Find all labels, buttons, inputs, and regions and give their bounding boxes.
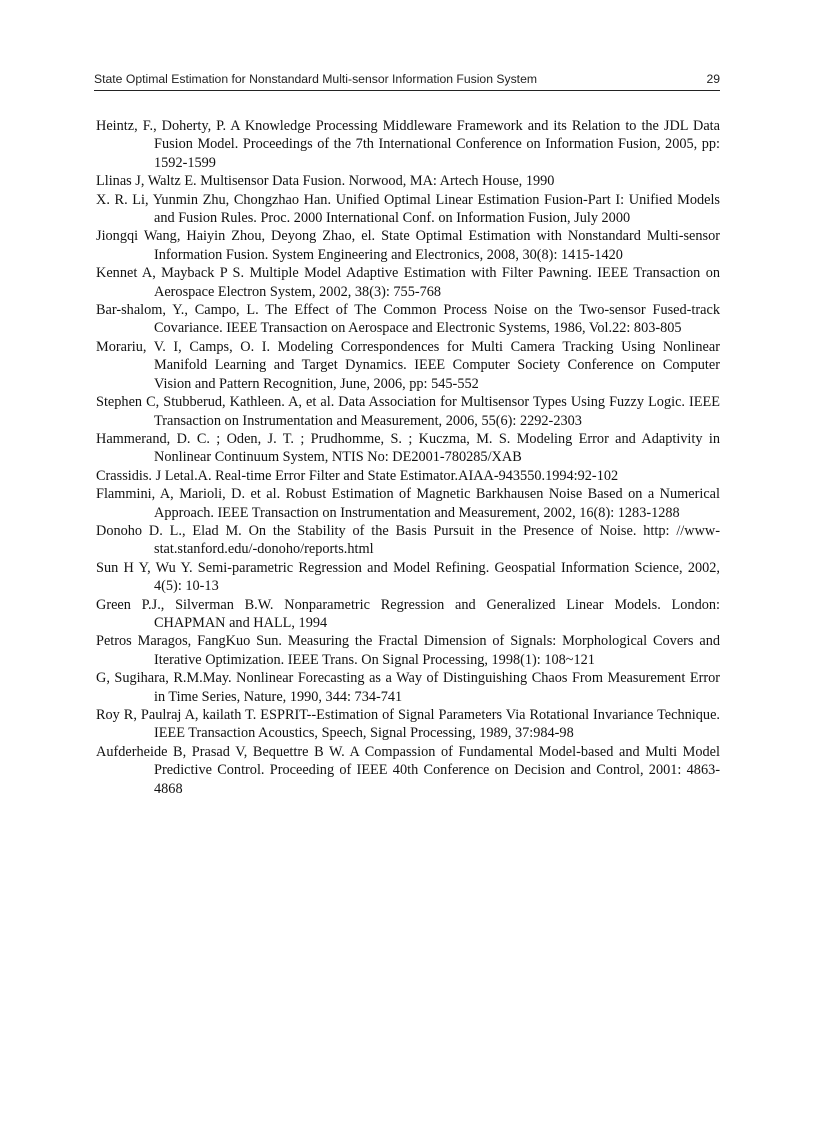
reference-entry: Petros Maragos, FangKuo Sun. Measuring the Fractal Dimension of Signals: Morphological Covers and Iterative Optimization. IEEE Trans. On Signal Processing, 1998(1): 108~121 <box>96 633 720 668</box>
reference-entry: Kennet A, Mayback P S. Multiple Model Adaptive Estimation with Filter Pawning. IEEE Transaction on Aerospace Electron System, 2002, 38(3): 755-768 <box>96 265 720 300</box>
reference-entry: Flammini, A, Marioli, D. et al. Robust Estimation of Magnetic Barkhausen Noise Based on a Numerical Approach. IEEE Transaction on Instrumentation and Measurement, 2002, 16(8): 1283-1288 <box>96 486 720 521</box>
reference-entry: Aufderheide B, Prasad V, Bequettre B W. A Compassion of Fundamental Model-based and Multi Model Predictive Control. Proceeding of IEEE 40th Conference on Decision and Control, 2001: 4863-4868 <box>96 743 720 797</box>
reference-entry: Stephen C, Stubberud, Kathleen. A, et al. Data Association for Multisensor Types Using Fuzzy Logic. IEEE Transaction on Instrumentation and Measurement, 2006, 55(6): 2292-2303 <box>96 394 720 429</box>
reference-entry: Heintz, F., Doherty, P. A Knowledge Processing Middleware Framework and its Relation to the JDL Data Fusion Model. Proceedings of the 7th International Conference on Information Fusion, 2005, pp: 1592-1599 <box>96 118 720 171</box>
reference-entry: Llinas J, Waltz E. Multisensor Data Fusion. Norwood, MA: Artech House, 1990 <box>96 173 555 190</box>
reference-entry: Donoho D. L., Elad M. On the Stability of the Basis Pursuit in the Presence of Noise. http: //www-stat.stanford.edu/-donoho/reports.html <box>96 522 720 558</box>
reference-entry: Bar-shalom, Y., Campo, L. The Effect of The Common Process Noise on the Two-sensor Fused-track Covariance. IEEE Transaction on Aerospace and Electronic Systems, 1986, Vol.22: 803-805 <box>96 302 720 337</box>
reference-entry: Morariu, V. I, Camps, O. I. Modeling Correspondences for Multi Camera Tracking Using Nonlinear Manifold Learning and Target Dynamics. IEEE Computer Society Conference on Computer Vision and Pattern Recognition, June, 2006, pp: 545-552 <box>96 338 720 392</box>
page-number: 29 <box>706 72 720 86</box>
reference-entry: G, Sugihara, R.M.May. Nonlinear Forecasting as a Way of Distinguishing Chaos From Measurement Error in Time Series, Nature, 1990, 344: 734-741 <box>96 670 720 705</box>
reference-entry: Roy R, Paulraj A, kailath T. ESPRIT--Estimation of Signal Parameters Via Rotational Invariance Technique. IEEE Transaction Acoustics, Speech, Signal Processing, 1989, 37:984-98 <box>96 707 720 742</box>
running-header <box>94 72 720 91</box>
reference-entry: Jiongqi Wang, Haiyin Zhou, Deyong Zhao, el. State Optimal Estimation with Nonstandard Multi-sensor Information Fusion. System Engineering and Electronics, 2008, 30(8): 1415-1420 <box>96 228 720 263</box>
reference-entry: Crassidis. J Letal.A. Real-time Error Filter and State Estimator.AIAA-943550.1994:92-102 <box>96 467 619 484</box>
header-title: State Optimal Estimation for Nonstandard Multi-sensor Information Fusion System <box>94 72 537 86</box>
reference-entry: Hammerand, D. C. ; Oden, J. T. ; Prudhomme, S. ; Kuczma, M. S. Modeling Error and Adaptivity in Nonlinear Continuum System, NTIS No: DE2001-780285/XAB <box>96 430 720 466</box>
reference-list <box>96 117 720 798</box>
reference-entry: Sun H Y, Wu Y. Semi-parametric Regression and Model Refining. Geospatial Information Science, 2002, 4(5): 10-13 <box>96 559 720 595</box>
reference-entry: X. R. Li, Yunmin Zhu, Chongzhao Han. Unified Optimal Linear Estimation Fusion-Part I: Unified Models and Fusion Rules. Proc. 2000 International Conf. on Information Fusion, July 2000 <box>96 191 720 227</box>
reference-entry: Green P.J., Silverman B.W. Nonparametric Regression and Generalized Linear Models. London: CHAPMAN and HALL, 1994 <box>96 596 720 631</box>
